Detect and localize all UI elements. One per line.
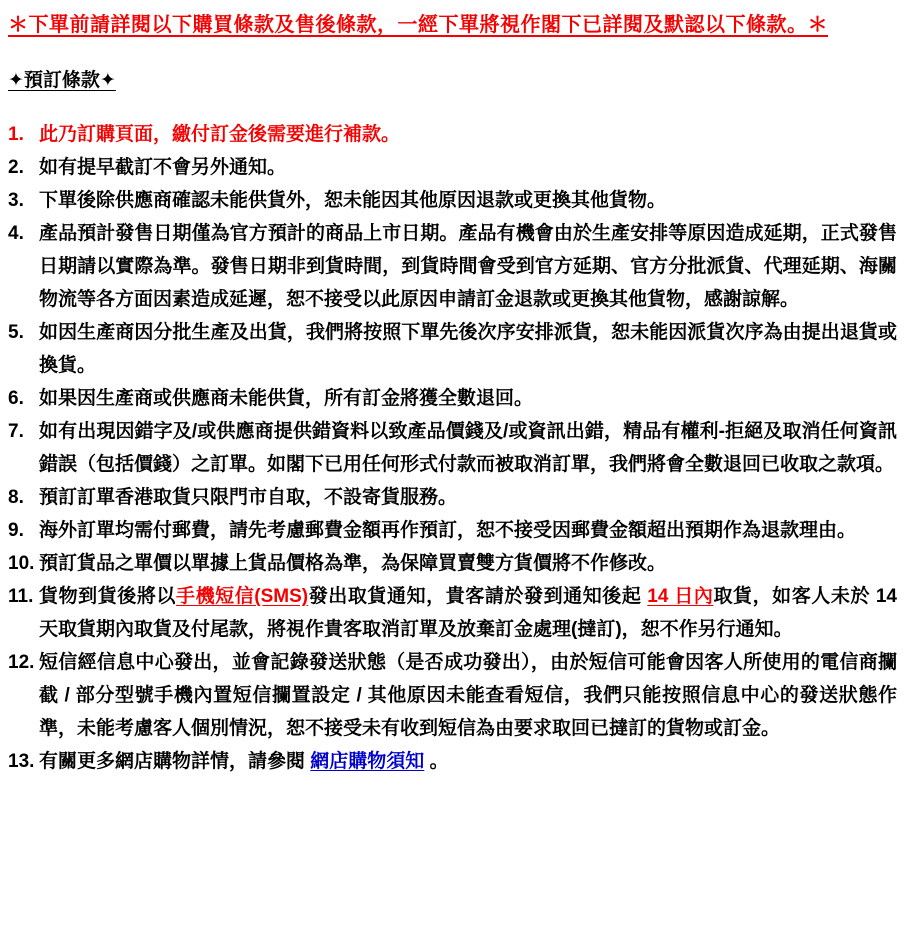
term-text [39,481,897,514]
plain-text: 此乃訂購頁面，繳付訂金後需要進行補款。 [39,124,401,145]
term-item-1 [8,118,897,151]
term-text [39,316,897,382]
term-item-10 [8,547,897,580]
highlighted-text: 14 日內 [647,586,714,607]
term-text [39,646,897,745]
plain-text: 海外訂單均需付郵費，請先考慮郵費金額再作預訂，恕不接受因郵費金額超出預期作為退款理由。 [39,520,857,541]
term-number: 8. [8,487,24,508]
term-number: 2. [8,157,24,178]
highlighted-text: 手機短信(SMS) [176,586,309,607]
plain-text: 產品預計發售日期僅為官方預計的商品上市日期。產品有機會由於生產安排等原因造成延期，正式發售日期請以實際為準。發售日期非到貨時間，到貨時間會受到官方延期、官方分批派貨、代理延期、海關物流等各方面因素造成延遲，恕不接受以此原因申請訂金退款或更換其他貨物，感謝諒解。 [39,223,897,310]
plain-text: 發出取貨通知，貴客請於發到通知後起 [308,586,648,607]
term-item-3 [8,184,897,217]
plain-text: 如果因生產商或供應商未能供貨，所有訂金將獲全數退回。 [39,388,534,409]
term-item-9 [8,514,897,547]
term-number: 7. [8,421,24,442]
term-number: 9. [8,520,24,541]
term-item-11 [8,580,897,646]
term-item-6 [8,382,897,415]
term-number: 5. [8,322,24,343]
term-text [39,184,897,217]
plain-text: 貨物到貨後將以 [39,586,177,607]
term-number: 13. [8,751,35,772]
term-number: 11. [8,586,34,607]
term-item-5 [8,316,897,382]
term-number: 12. [8,652,35,673]
term-text [39,118,897,151]
term-number: 3. [8,190,24,211]
term-text [39,217,897,316]
plain-text: 下單後除供應商確認未能供貨外，恕未能因其他原因退款或更換其他貨物。 [39,190,667,211]
term-item-8 [8,481,897,514]
terms-list [8,118,897,778]
term-number: 6. [8,388,24,409]
plain-text: 短信經信息中心發出，並會記錄發送狀態（是否成功發出），由於短信可能會因客人所使用的電信商攔截 / 部分型號手機內置短信攔置設定 / 其他原因未能查看短信，我們只能按照信息中心的發送狀態作準，未能考慮客人個別情況，恕不接受未有收到短信為由要求取回已撻訂的貨物或訂金。 [39,652,897,739]
term-text [39,415,897,481]
term-item-7 [8,415,897,481]
term-item-2 [8,151,897,184]
term-text [39,382,897,415]
term-text [39,151,897,184]
term-text [39,745,897,778]
term-number: 1. [8,124,24,145]
term-text [39,580,897,646]
term-number: 10. [8,553,35,574]
term-number: 4. [8,223,24,244]
term-item-4 [8,217,897,316]
term-text [39,514,897,547]
plain-text: 如有出現因錯字及/或供應商提供錯資料以致產品價錢及/或資訊出錯，精品有權利-拒絕及取消任何資訊錯誤（包括價錢）之訂單。如閣下已用任何形式付款而被取消訂單，我們將會全數退回已收取之款項。 [39,421,897,475]
section-header-preorder-terms: ✦預訂條款✦ [8,70,116,91]
plain-text: 取貨，如客人未於 14 天取貨期內取貨及付尾款，將視作貴客取消訂單及放棄訂金處理(撻訂)，恕不作另行通知。 [39,586,898,640]
shop-notice-link[interactable]: 網店購物須知 [310,751,425,772]
plain-text: 如有提早截訂不會另外通知。 [39,157,287,178]
term-item-13 [8,745,897,778]
term-text [39,547,897,580]
plain-text: 預訂貨品之單價以單據上貨品價格為準，為保障買賣雙方貨價將不作修改。 [39,553,667,574]
plain-text: 預訂訂單香港取貨只限門市自取，不設寄貨服務。 [39,487,458,508]
term-item-12 [8,646,897,745]
page-title: ＊下單前請詳閱以下購買條款及售後條款，一經下單將視作閣下已詳閱及默認以下條款。＊ [8,14,828,36]
plain-text: 有關更多網店購物詳情，請參閱 [39,751,311,772]
plain-text: 。 [424,751,449,772]
plain-text: 如因生產商因分批生產及出貨，我們將按照下單先後次序安排派貨，恕未能因派貨次序為由提出退貨或換貨。 [39,322,897,376]
